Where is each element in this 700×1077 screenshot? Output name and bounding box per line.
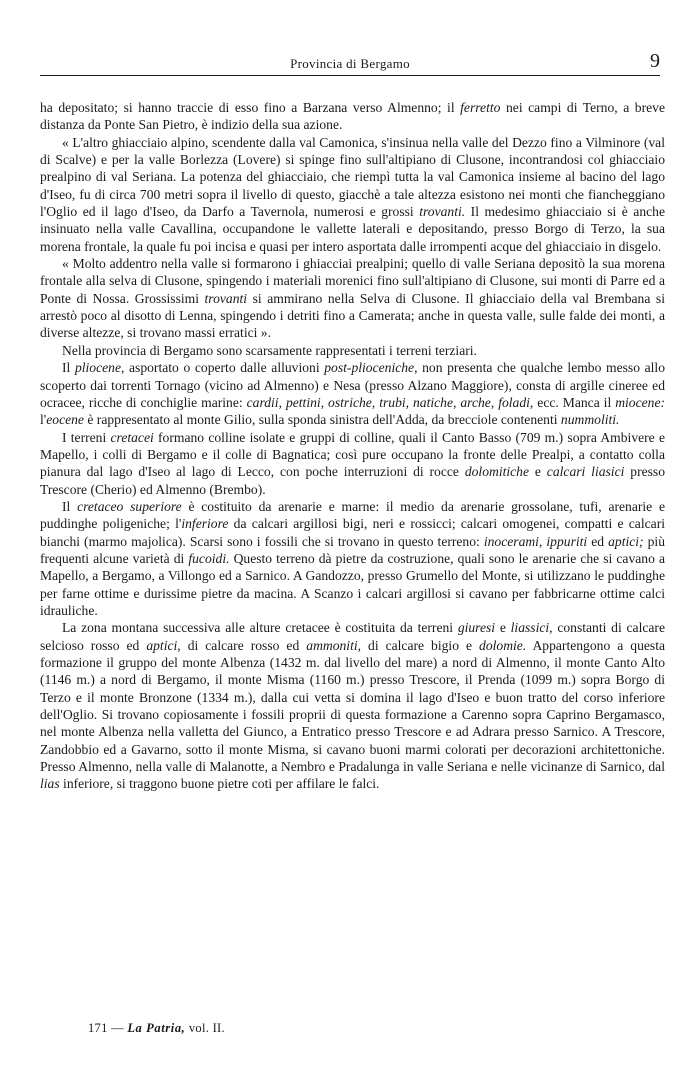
italic-term: foladi xyxy=(498,394,530,410)
italic-term: ferretto xyxy=(460,100,501,115)
text-run: è costituito da arenarie e marne: il medio da arenarie grossolane, tufi, arenarie e puddinghe poligeniche; l' xyxy=(40,498,666,532)
text-run: Il xyxy=(62,360,75,376)
text-run: , ecc. Manca il xyxy=(529,394,616,410)
text-run: nei campi di Terno, a breve distanza da Ponte San Pietro, è indizio della sua azione. xyxy=(40,100,665,133)
text-run: , di calcare rosso ed xyxy=(177,637,307,653)
italic-term: arche xyxy=(460,394,491,410)
italic-term: cretacei xyxy=(110,429,154,445)
text-run: Il xyxy=(62,498,78,514)
italic-term: inocerami xyxy=(483,533,539,549)
italic-term: trubi xyxy=(379,394,406,410)
text-run: , asportato o coperto dalle alluvioni xyxy=(120,360,325,376)
paragraph xyxy=(40,359,665,428)
paragraph xyxy=(40,498,665,619)
italic-term: giuresi xyxy=(457,620,496,636)
italic-term: inferiore xyxy=(181,516,229,532)
text-run: ha depositato; si hanno traccie di esso fino a Barzana verso Almenno; il xyxy=(40,100,461,115)
text-run: formano colline isolate e gruppi di colline, quali il Canto Basso (709 m.) sopra Ambivere e Mapello, i colli di Bergamo e il colle di Bagnatica; così pure occupano la fronte delle Prealpi, a contatto colla pianura dal lago d'Iseo al lago di Lecco, con poche interruzioni di rocce xyxy=(40,429,665,480)
italic-term: aptici; xyxy=(608,533,644,549)
italic-term: post-plioceniche xyxy=(324,360,415,376)
text-run: Nella provincia di Bergamo sono scarsamente rappresentati i terreni terziari. xyxy=(62,342,477,358)
paragraph xyxy=(40,134,665,255)
paragraph xyxy=(40,99,665,134)
running-title: Provincia di Bergamo xyxy=(290,56,410,71)
text-run: e xyxy=(529,464,547,480)
text-run: , xyxy=(320,394,329,410)
italic-term: aptici xyxy=(146,637,178,653)
text-run: , xyxy=(453,394,461,410)
text-run: , xyxy=(371,394,380,410)
italic-term: calcari liasici xyxy=(546,464,625,480)
series-title: La Patria, xyxy=(127,1021,186,1035)
paragraph xyxy=(40,255,665,342)
italic-term: cardii xyxy=(246,394,279,410)
text-run: Il medesimo ghiacciaio si è anche insinuato nella valle Cavallina, occupandone le vallette laterali e depositando, presso Borgo di Terzo, la sua morena frontale, la quale fu poi incisa e quasi per intero asportata dalle irrompenti acque del ghiacciaio in disgelo. xyxy=(40,204,665,254)
paragraph xyxy=(40,619,665,792)
text-run: l' xyxy=(40,412,47,428)
text-run: , xyxy=(405,394,413,410)
italic-term: natiche xyxy=(413,394,454,410)
text-run: La zona montana successiva alle alture cretacee è costituita da terreni xyxy=(62,620,458,636)
italic-term: ammoniti xyxy=(306,637,358,653)
italic-term: cretaceo superiore xyxy=(77,498,182,514)
italic-term: dolomitiche xyxy=(464,464,530,480)
text-run: , constanti di calcare selcioso rosso ed xyxy=(40,620,665,653)
body-text xyxy=(40,99,665,793)
italic-term: dolomie. xyxy=(479,637,527,653)
text-run: più frequenti alcune varietà di xyxy=(40,533,665,566)
text-run: , non presenta che qualche lembo messo allo scoperto dai torrenti Tornago (vicino ad Almenno) e Nesa (presso Alzano Maggiore), consta di argille cineree ed ocracee, ricche di conchiglie marine: xyxy=(40,360,666,410)
italic-term: trovanti. xyxy=(419,204,466,220)
italic-term: ostriche xyxy=(328,394,372,410)
italic-term: trovanti xyxy=(204,290,248,306)
italic-term: nummoliti. xyxy=(560,412,620,428)
text-run: presso Trescore (Cherio) ed Almenno (Brembo). xyxy=(40,464,666,497)
text-run: inferiore, si traggono buone pietre coti per affilare le falci. xyxy=(59,776,380,792)
paragraph xyxy=(40,342,665,359)
text-run: ed xyxy=(587,533,609,549)
italic-term: pettini xyxy=(285,394,321,410)
text-run: , xyxy=(278,394,286,410)
text-run: Questo terreno dà pietre da costruzione, quali sono le arenarie che si cavano a Mapello, a Bergamo, a Villongo ed a Sarnico. A Gandozzo, presso Grumello del Monte, si utilizzano le puddinghe per farne ottime e durissime pietre da macina. A Scanzo i calcari argillosi si cavano per fabbricarne ottime calci idrauliche. xyxy=(40,550,665,618)
volume-label: vol. II. xyxy=(188,1021,225,1035)
text-run: « L'altro ghiacciaio alpino, scendente dalla val Camonica, s'insinua nella valle del Dezzo fino a Vilminore (val di Scalve) e per la valle Borlezza (Lovere) si spinge fino sull'altipiano di Clusone, incontrandosi col ghiacciaio prealpino di val Seriana. La potenza del ghiacciaio, che riempì tutta la val Camonica insieme al bacino del lago d'Iseo, fu di circa 700 metri sopra il livello di questo, giacchè a tale altezza esistono nei monti che fiancheggiano l'Oglio ed il lago d'Iseo, da Darfo a Tavernola, numerosi e grossi xyxy=(40,134,665,220)
italic-term: pliocene xyxy=(74,360,121,376)
text-run: , xyxy=(490,394,499,410)
text-run: « Molto addentro nella valle si formarono i ghiacciai prealpini; quello di valle Seriana depositò la sua morena frontale alla selva di Clusone, spingendo i materiali morenici fino sull'altipiano di Clusone, sui monti di Parre ed a Ponte di Nossa. Grossissimi xyxy=(40,256,665,306)
italic-term: ippuriti xyxy=(546,533,588,549)
signature-number: 171 — xyxy=(88,1021,124,1035)
text-run: si ammirano nella Selva di Clusone. Il ghiacciaio della val Brembana si arrestò poco al disotto di Lenna, spingendo i detriti fino a Camerata; anche in questa valle, sulle falde dei monti, a diverse altezze, si trovano massi erratici ». xyxy=(40,290,665,341)
page-number: 9 xyxy=(650,50,660,72)
footer-signature xyxy=(88,1021,225,1036)
text-run: , xyxy=(538,533,547,549)
text-run: da calcari argillosi bigi, neri e rossicci; calcari omogenei, compatti e calcari bianchi (marmo majolica). Scarsi sono i fossili che si trovano in questo terreno: xyxy=(40,516,665,549)
text-run: è rappresentato al monte Gilio, sulla sponda sinistra dell'Adda, da brecciole contenenti xyxy=(83,412,561,428)
running-header xyxy=(40,48,660,78)
italic-term: fucoidi. xyxy=(188,550,230,566)
text-run: Appartengono a questa formazione il gruppo del monte Albenza (1432 m. dal livello del mare) a nord di Almenno, il monte Canto Alto (1146 m.) a nord di Bergamo, il monte Misma (1160 m.) presso Trescore, il Prenda (1099 m.) sopra Borgo di Terzo e il monte Bronzone (1334 m.), dalla cui vetta si domina il lago d'Iseo e buon tratto del corso inferiore dell'Oglio. Si trovano copiosamente i fossili proprii di questa formazione a Carenno sopra Caprino Bergamasco, nel monte Albenza nella valletta del Giunco, a Entratico presso Trescore e ad Adrara presso Sarnico. A Trescore, Zandobbio ed a Gavarno, sotto il monte Misma, si cavano buoni marmi colorati per decorazioni architettoniche. Presso Almenno, nella valle di Malanotte, a Nembro e Pradalunga in valle Seriana e nelle vicinanze di Sarnico, dal xyxy=(40,637,665,775)
italic-term: liassici xyxy=(510,620,550,636)
text-run: , di calcare bigio e xyxy=(357,637,480,653)
paragraph xyxy=(40,429,665,498)
header-rule xyxy=(40,75,660,76)
italic-term: miocene: xyxy=(615,394,666,410)
text-run: e xyxy=(495,620,511,636)
text-run: I terreni xyxy=(62,429,111,445)
italic-term: eocene xyxy=(46,412,84,428)
italic-term: lias xyxy=(40,776,60,792)
